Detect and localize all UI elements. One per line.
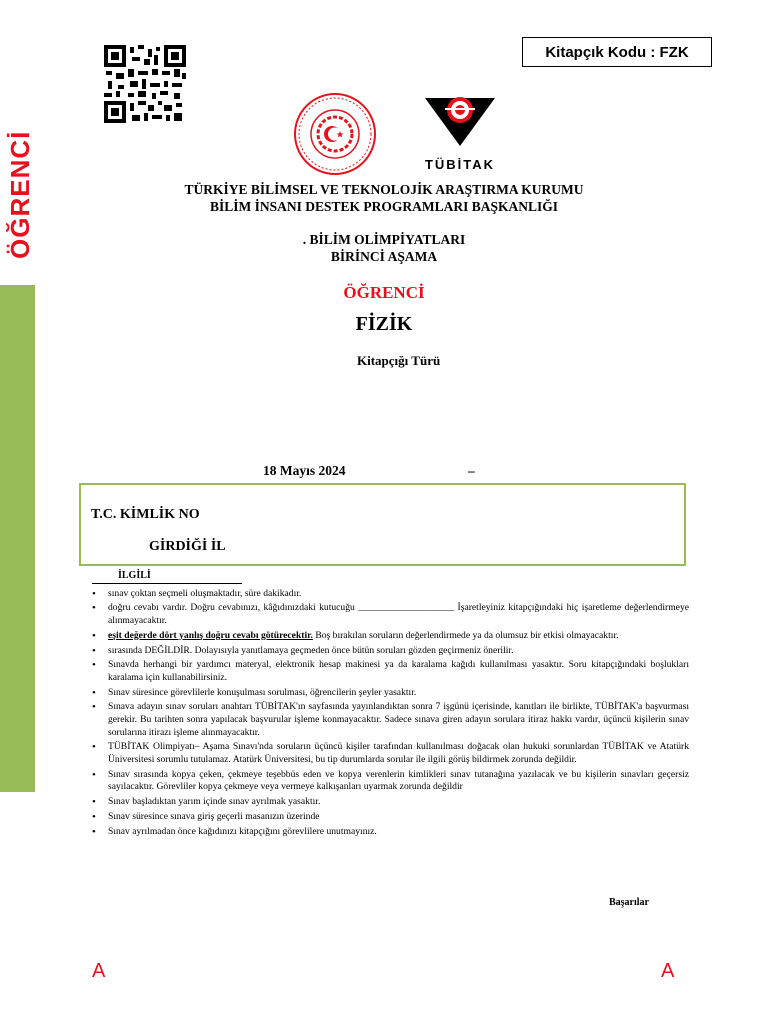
rule-item (92, 630, 689, 643)
olympiad-title: . BİLİM OLİMPİYATLARI (302, 232, 466, 247)
subject-title: FİZİK (355, 313, 413, 335)
rule-item: • Sınavda herhangi bir yardımcı materyal, elektronik hesap makinesi ya da karalama kağıdı kullanılması yasaktır. Soru kitapçığındaki boşlukları karalama için kullanabilirsiniz. (92, 659, 689, 684)
role-title: ÖĞRENCİ (343, 283, 425, 302)
rules-heading: İLGİLİ (118, 570, 151, 581)
corner-mark-right: A (661, 960, 675, 982)
department-title: BİLİM İNSANI DESTEK PROGRAMLARI BAŞKANLIĞI (209, 199, 559, 214)
rule-item: • Sınava adayın sınav soruları anahtarı TÜBİTAK'ın sayfasında yayınlandıktan sonra 7 işgünü içerisinde, kanıtları ile birlikte, TÜBİTAK'a başvurması gerekir. Bu tarihten sonra yapılacak başvurular işleme konmayacaktır. Sadece sınava giren adayın sorulara itiraz hakkı vardır, üçüncü kişilerin sınav sorularına itirazı işleme alınmayacaktır. (92, 701, 689, 739)
student-side-label: ÖĞRENCİ (5, 130, 35, 260)
date-dash: – (468, 463, 475, 478)
booklet-code-box: Kitapçık Kodu : FZK (522, 37, 712, 67)
rule-item: • Sınav sırasında kopya çeken, çekmeye teşebbüs eden ve kopya verenlerin kimlikleri sınav tutanağına yazılacak ve bu kişilerin sınavları geçersiz sayılacaktır. Görevliler kopya çekmeye veya vermeye kalkışanları uyarmak zorunda değildir (92, 769, 689, 794)
province-label: GİRDİĞİ İL (149, 539, 226, 554)
rule-item: • Sınav ayrılmadan önce kağıdınızı kitapçığını görevlilere unutmayınız. (92, 826, 689, 839)
exam-date: 18 Mayıs 2024 (263, 463, 346, 478)
corner-mark-left: A (92, 960, 106, 982)
closing-text: Başarılar (609, 897, 649, 908)
rule-item: • Sınav başladıktan yarım içinde sınav ayrılmak yasaktır. (92, 796, 689, 809)
rule-item: • Sınav süresince görevlilerle konuşulması sorulması, öğrencilerin şeyler yasaktır. (92, 687, 689, 700)
rule-bold-text: eşit değerde dört yanlış doğru cevabı götürecektir. (108, 629, 313, 641)
side-green-bar (0, 285, 35, 792)
rule-item: • TÜBİTAK Olimpiyatı– Aşama Sınavı'nda soruların üçüncü kişiler tarafından kullanılması doğacak olan hukuki sorunlardan TÜBİTAK ve Atatürk Üniversitesi sorumlu tutulamaz. Atatürk Üniversitesi, bu tip durumlarda sorular ile ilgili görüş bildirmek zorunda değildir. (92, 741, 689, 766)
booklet-type-label: Kitapçığı Türü (357, 353, 441, 368)
rule-item: • sınav çoktan seçmeli oluşmaktadır, süre dakikadır. (92, 588, 689, 601)
rule-text: Boş bırakılan soruların değerlendirmede ya da olumsuz bir etkisi olmayacaktır. (312, 629, 619, 641)
qr-code-icon (104, 45, 186, 123)
rule-item: • doğru cevabı vardır. Doğru cevabınızı, kâğıdınızdaki kutucuğu ____________________ İşaretleyiniz kitapçığındaki hiç işaretleme değerlendirmeye alınmayacaktır. (92, 602, 689, 627)
stage-title: BİRİNCİ AŞAMA (330, 249, 438, 264)
tubitak-logo-text: TÜBİTAK (424, 157, 496, 172)
tubitak-logo (423, 90, 497, 170)
exam-rules (92, 570, 689, 841)
tubitak-emblem-icon (423, 90, 497, 150)
ministry-seal-icon (293, 92, 377, 176)
student-info-box (79, 483, 686, 566)
id-number-label: T.C. KİMLİK NO (91, 507, 200, 522)
rules-list (92, 588, 689, 839)
institution-title: TÜRKİYE BİLİMSEL VE TEKNOLOJİK ARAŞTIRMA KURUMU (184, 182, 584, 197)
rule-item: • Sınav süresince sınava giriş geçerli masanızın üzerinde (92, 811, 689, 824)
rule-item: • sırasında DEĞİLDİR. Dolayısıyla yanıtlamaya geçmeden önce bütün soruları gözden geçirmeniz önerilir. (92, 645, 689, 658)
